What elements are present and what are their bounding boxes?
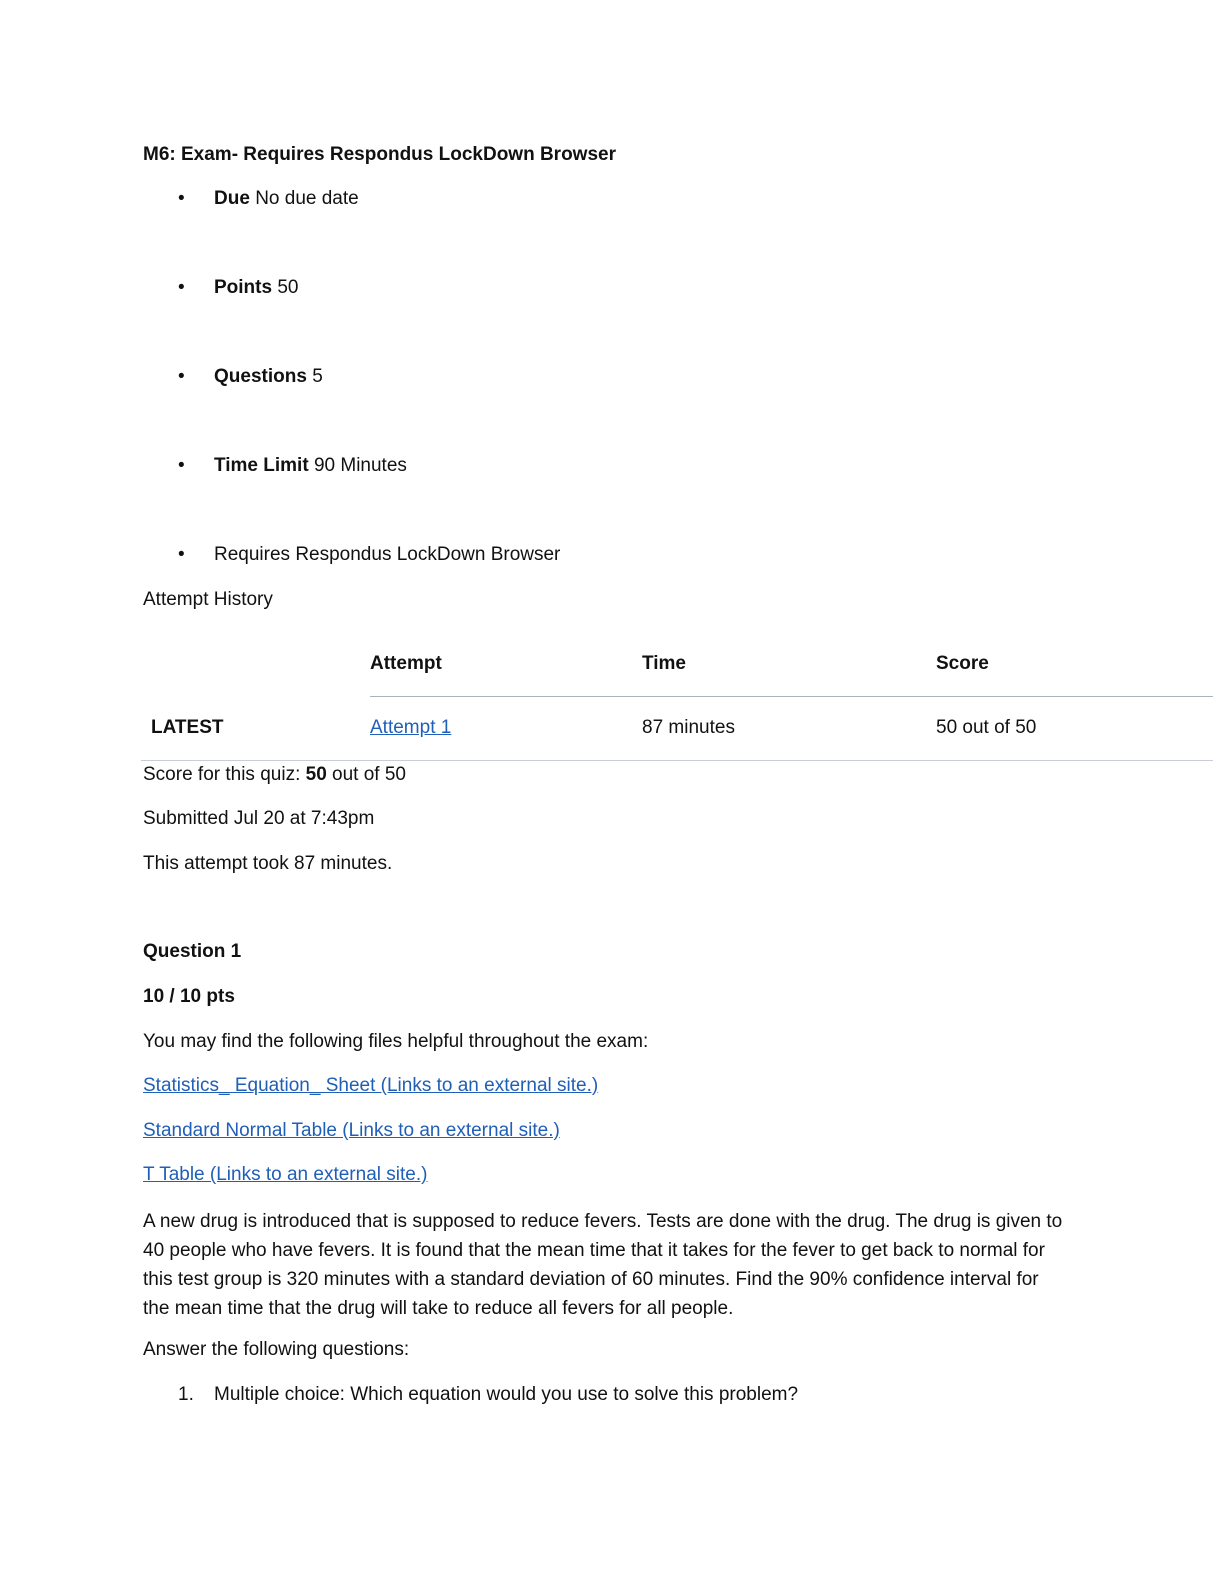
header-cell: Attempt — [370, 632, 642, 696]
quiz-score-prefix: Score for this quiz: — [143, 764, 306, 785]
header-cell — [141, 632, 370, 696]
table-header-row — [141, 632, 1213, 696]
equation-sheet-link[interactable]: Statistics_ Equation_ Sheet (Links to an external site.) — [143, 1075, 599, 1096]
quiz-score-value: 50 — [305, 764, 327, 785]
bullet-icon: • — [178, 455, 185, 476]
table-row — [141, 696, 1213, 760]
detail-value: 5 — [312, 366, 323, 387]
quiz-score-suffix: out of 50 — [326, 764, 406, 785]
detail-value: Requires Respondus LockDown Browser — [214, 544, 561, 565]
detail-label: Due — [214, 188, 250, 209]
attempt-history-heading: Attempt History — [143, 589, 273, 610]
header-cell: Score — [936, 632, 1213, 696]
list-item-number: 1. — [178, 1384, 194, 1405]
page-title: M6: Exam- Requires Respondus LockDown Browser — [143, 144, 616, 165]
question-instruction: Answer the following questions: — [143, 1339, 410, 1360]
detail-value: No due date — [255, 188, 359, 209]
detail-value: 50 — [277, 277, 299, 298]
attempt-time: 87 minutes — [642, 696, 936, 760]
question-heading: Question 1 — [143, 941, 242, 962]
submitted-time: Submitted Jul 20 at 7:43pm — [143, 808, 375, 829]
latest-tag: LATEST — [141, 696, 370, 760]
bullet-icon: • — [178, 188, 185, 209]
detail-label: Time Limit — [214, 455, 309, 476]
quiz-score — [143, 764, 406, 786]
bullet-icon: • — [178, 544, 185, 565]
t-table-link[interactable]: T Table (Links to an external site.) — [143, 1164, 428, 1185]
bullet-icon: • — [178, 366, 185, 387]
list-item-text: Multiple choice: Which equation would you use to solve this problem? — [214, 1384, 799, 1405]
question-points: 10 / 10 pts — [143, 986, 235, 1007]
detail-label: Points — [214, 277, 273, 298]
attempt-history-table — [141, 632, 1213, 761]
detail-label: Questions — [214, 366, 307, 387]
question-intro: You may find the following files helpful throughout the exam: — [143, 1031, 649, 1052]
attempt-duration: This attempt took 87 minutes. — [143, 853, 393, 874]
header-cell: Time — [642, 632, 936, 696]
detail-value: 90 Minutes — [313, 455, 407, 476]
standard-normal-table-link[interactable]: Standard Normal Table (Links to an external site.) — [143, 1120, 560, 1141]
question-body: A new drug is introduced that is supposed to reduce fevers. Tests are done with the drug. The drug is given to 40 people who have fevers. It is found that the mean time that it takes for the fever to get back to normal for this test group is 320 minutes with a standard deviation of 60 minutes. Find the 90% confidence interval for the mean time that the drug will take to reduce all fevers for all people. — [143, 1211, 1063, 1319]
bullet-icon: • — [178, 277, 185, 298]
attempt-link[interactable]: Attempt 1 — [370, 717, 452, 738]
attempt-score: 50 out of 50 — [936, 696, 1213, 760]
